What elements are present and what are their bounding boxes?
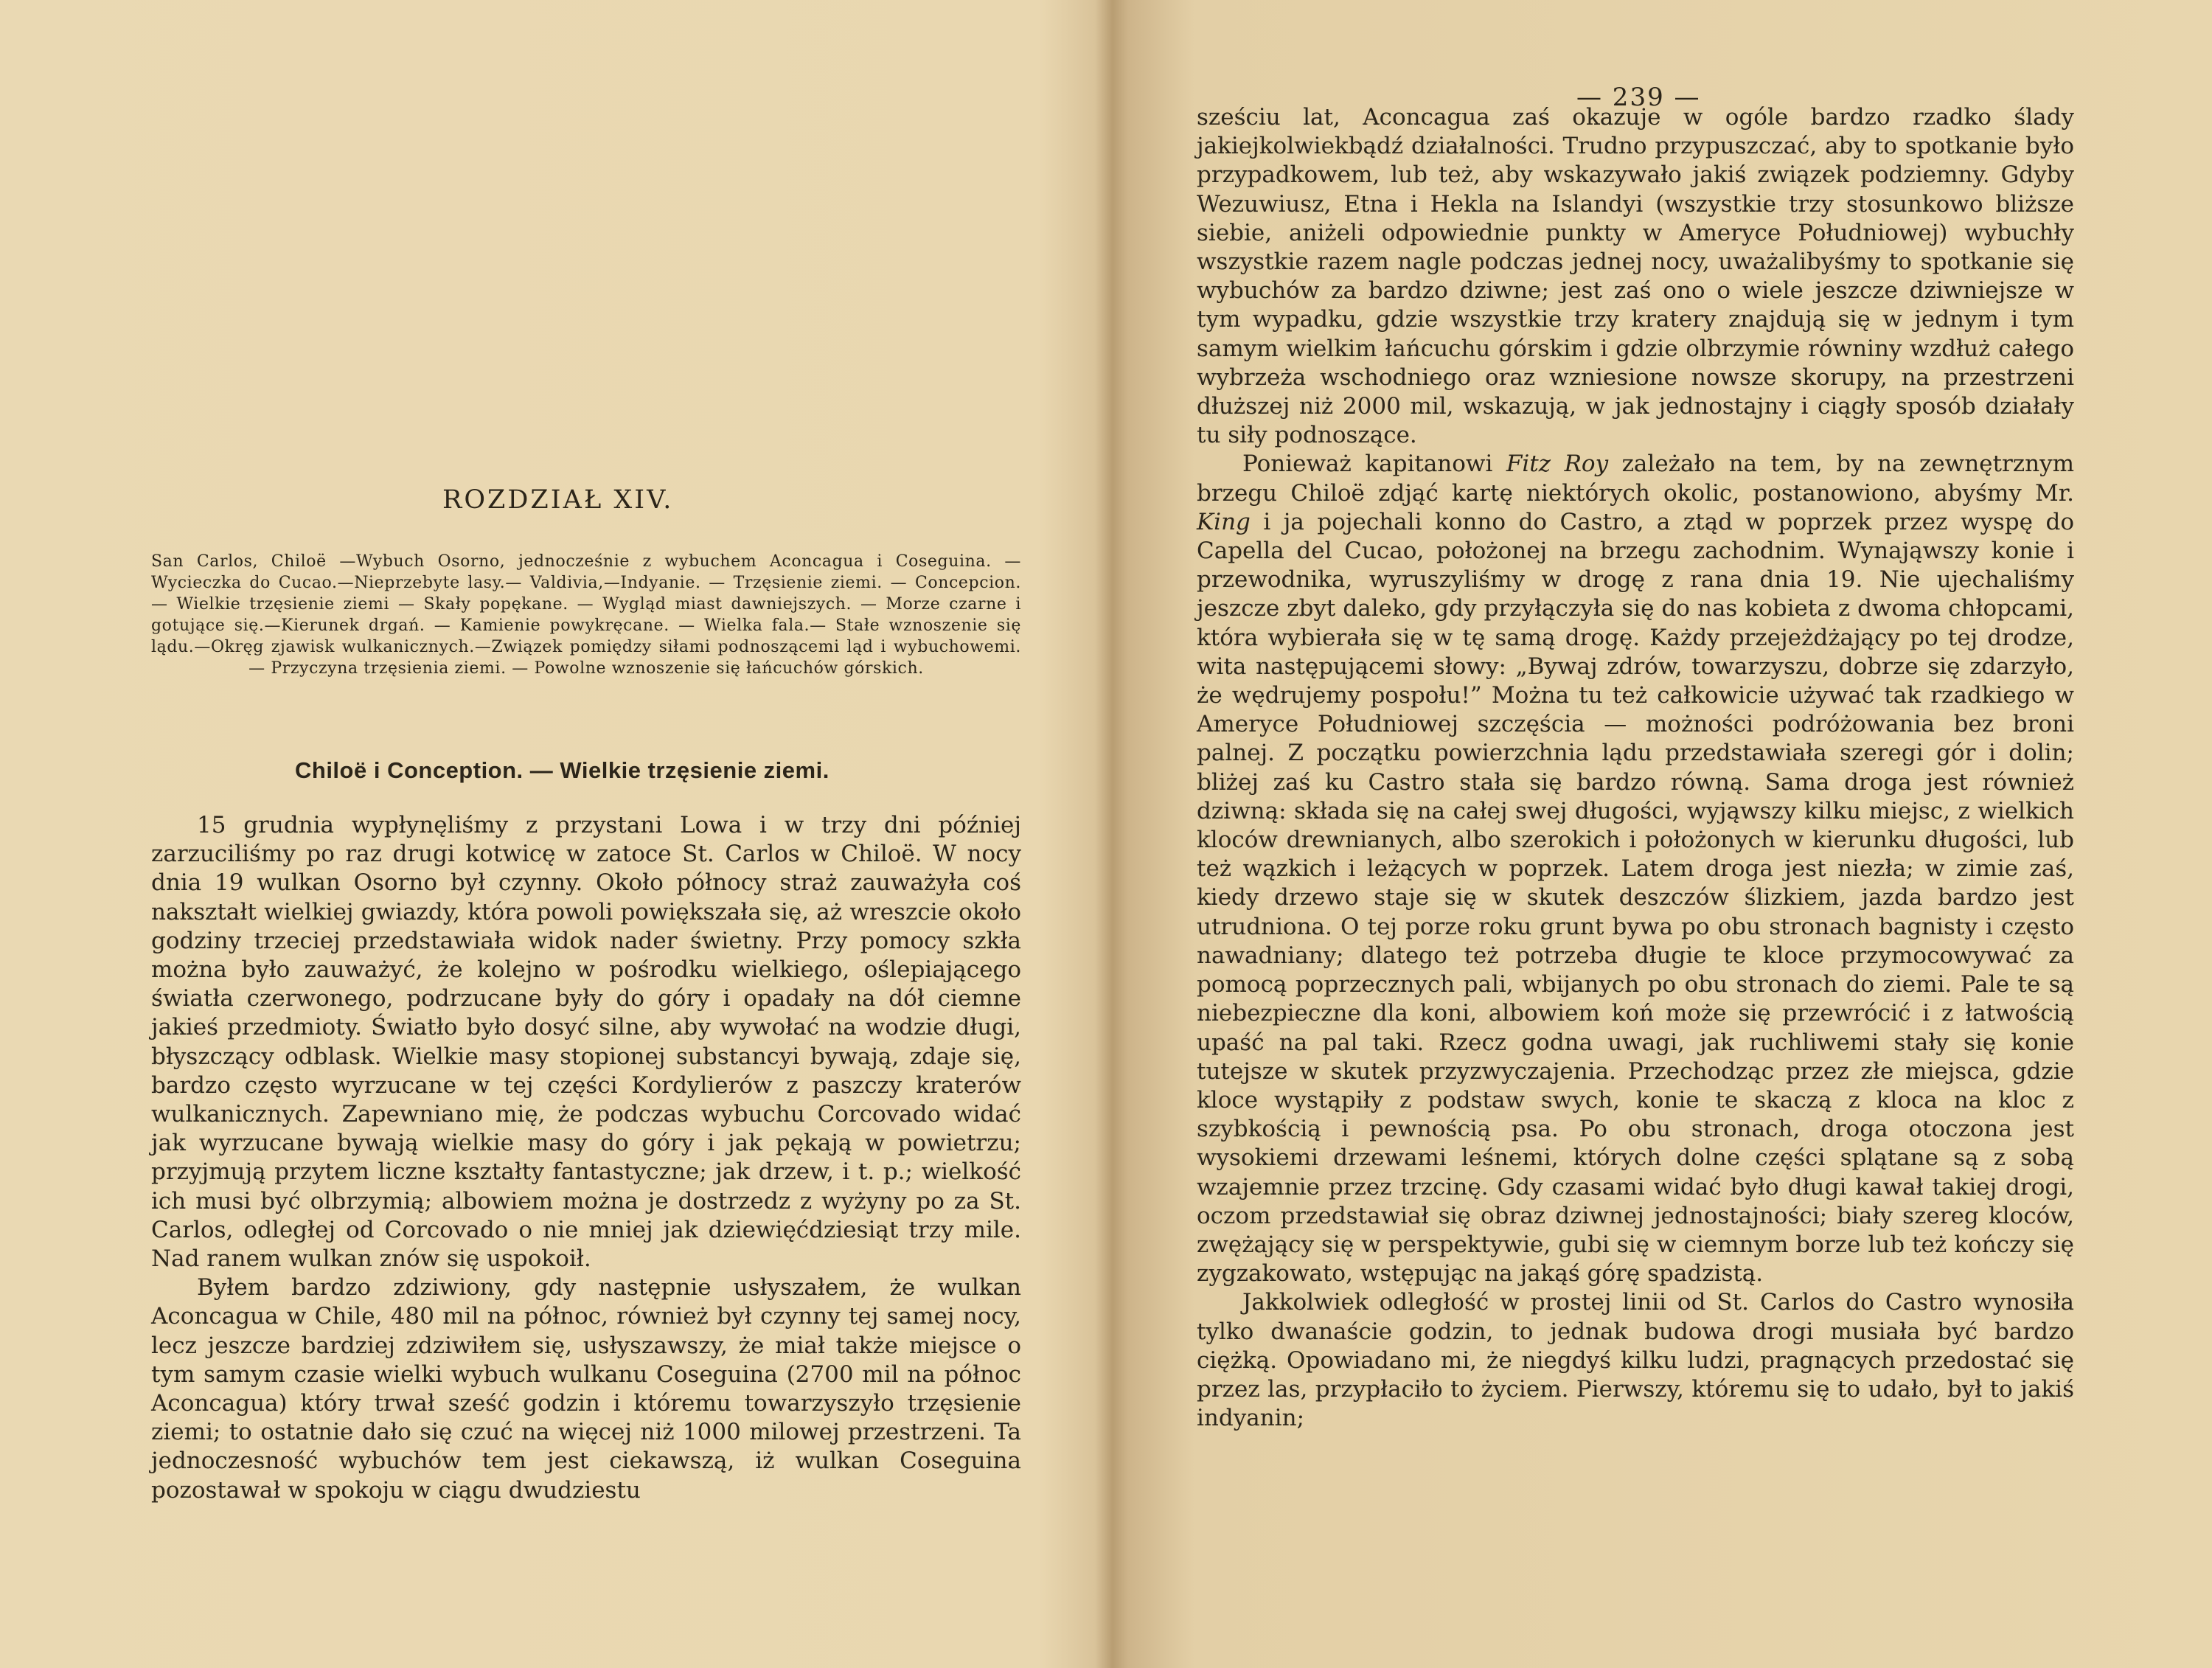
page-number: — 239 — (1576, 83, 1701, 112)
paragraph: Jakkolwiek odległość w prostej linii od St. Carlos do Castro wynosiła tylko dwanaście godzin, to jednak budowa drogi musiała być bardzo ciężką. Opowiadano mi, że niegdyś kilku ludzi, pragnących przedostać się przez las, przypłaciło to życiem. Pierwszy, któremu się to udało, był to jakiś indyanin; (1197, 1289, 2074, 1432)
section-heading: Chiloë i Conception. — Wielkie trzęsienie ziemi. (295, 757, 830, 783)
paragraph: sześciu lat, Aconcagua zaś okazuje w ogóle bardzo rzadko ślady jakiejkolwiekbądź działalności. Trudno przypuszczać, aby to spotkanie było przypadkowem, lub też, aby wskazywało jakiś związek podziemny. Gdyby Wezuwiusz, Etna i Hekla na Islandyi (wszystkie trzy stosunkowo bliższe siebie, aniżeli odpowiednie punkty w Ameryce Południowej) wybuchły wszystkie razem nagle podczas jednej nocy, uważalibyśmy to spotkanie się wybuchów za bardzo dziwne; jest zaś ono o wiele jeszcze dziwniejsze w tym wypadku, gdzie wszystkie trzy kratery znajdują się w jednym i tym samym wielkim łańcuchu górskim i gdzie olbrzymie równiny wzdłuż całego wybrzeża wschodniego oraz wzniesione nowsze skorupy, na przestrzeni dłuższej niż 2000 mil, wskazują, w jak jednostajny i ciągły sposób działały tu siły podnoszące. (1197, 104, 2074, 449)
person-name: King (1197, 508, 1251, 535)
paragraph: 15 grudnia wypłynęliśmy z przystani Lowa i w trzy dni później zarzuciliśmy po raz drugi kotwicę w zatoce St. Carlos w Chiloë. W nocy dnia 19 wulkan Osorno był czynny. Około północy straż zauważyła coś nakształt wielkiej gwiazdy, która powoli powiększała się, aż wreszcie około godziny trzeciej przedstawiała widok nader świetny. Przy pomocy szkła można było zauważyć, że kolejno w pośrodku wielkiego, oślepiającego światła czerwonego, podrzucane były do góry i opadały na dół ciemne jakieś przedmioty. Światło było dosyć silne, aby wywołać na wodzie długi, błyszczący odblask. Wielkie masy stopionej substancyi bywają, zdaje się, bardzo często wyrzucane w tej części Kordylierów z paszczy kraterów wulkanicznych. Zapewniano mię, że podczas wybuchu Corcovado widać jak wyrzucane bywają wielkie masy do góry i jak pękają w powietrzu; przyjmują przytem liczne kształty fantastyczne; jak drzew, i t. p.; wielkość ich musi być olbrzymią; albowiem można je dostrzedz z wyżyny po za St. Carlos, odległej od Corcovado o nie mniej jak dziewięćdziesiąt trzy mile. Nad ranem wulkan znów się uspokoił. (151, 812, 1021, 1273)
chapter-summary: San Carlos, Chiloë —Wybuch Osorno, jednocześnie z wybuchem Aconcagua i Coseguina. — Wycieczka do Cucao.—Nieprzebyte lasy.— Valdivia,—Indyanie. — Trzęsienie ziemi. — Concepcion. — Wielkie trzęsienie ziemi — Skały popękane. — Wygląd miast dawniejszych. — Morze czarne i gotujące się.—Kierunek drgań. — Kamienie powykręcane. — Wielka fala.— Stałe wznoszenie się lądu.—Okręg zjawisk wulkanicznych.—Związek pomiędzy siłami podnoszącemi ląd i wybuchowemi. — Przyczyna trzęsienia ziemi. — Powolne wznoszenie się łańcuchów górskich. (151, 552, 1021, 678)
paragraph-text: zależało na tem, by na zewnętrznym brzegu Chiloë zdjąć kartę niektórych okolic, postanowiono, abyśmy Mr. (1197, 451, 2074, 507)
paragraph: Byłem bardzo zdziwiony, gdy następnie usłyszałem, że wulkan Aconcagua w Chile, 480 mil na północ, również był czynny tej samej nocy, lecz jeszcze bardziej zdziwiłem się, usłyszawszy, że miał także miejsce o tym samym czasie wielki wybuch wulkanu Coseguina (2700 mil na północ Aconcagua) który trwał sześć godzin i któremu towarzyszyło trzęsienie ziemi; to ostatnie dało się czuć na więcej niż 1000 milowej przestrzeni. Ta jednoczesność wybuchów tem jest ciekawszą, iż wulkan Coseguina pozostawał w spokoju w ciągu dwudziestu (151, 1274, 1021, 1504)
left-page (0, 0, 1095, 1668)
person-name: Fitz Roy (1506, 451, 1609, 478)
left-body-text (151, 811, 1021, 1505)
paragraph (1197, 450, 2074, 1288)
right-body-text (1197, 103, 2074, 1433)
paragraph-text: Ponieważ kapitanowi (1242, 451, 1506, 478)
chapter-heading: ROZDZIAŁ XIV. (442, 485, 674, 515)
paragraph-text: i ja pojechali konno do Castro, a ztąd w poprzek przez wyspę do Capella del Cucao, położonej na brzegu zachodnim. Wynająwszy konie i przewodnika, wyruszyliśmy w drogę z rana dnia 19. Nie ujechaliśmy jeszcze zbyt daleko, gdy przyłączyła się do nas kobieta z dwoma chłopcami, która wybierała się w tę samą drogę. Każdy przejeżdżający po tej drodze, wita następującemi słowy: „Bywaj zdrów, towarzyszu, dobrze się zdarzyło, że wędrujemy pospołu!” Można tu też całkowicie używać tak rzadkiego w Ameryce Południowej szczęścia — możności podróżowania bez broni palnej. Z początku powierzchnia lądu przedstawiała szeregi gór i dolin; bliżej zaś ku Castro stała się bardzo równą. Sama droga jest również dziwną: składa się na całej swej długości, wyjąwszy kilku miejsc, z wielkich kloców drewnianych, albo szerokich i położonych w kierunku długości, lub też wązkich i leżących w poprzek. Latem droga jest niezła; w zimie zaś, kiedy drzewo staje się w skutek deszczów ślizkiem, jazda bardzo jest utrudniona. O tej porze roku grunt bywa po obu stronach bagnisty i często nawadniany; dlatego też potrzeba długie te kloce przymocowywać za pomocą poprzecznych pali, wbijanych po obu stronach do ziemi. Pale te są niebezpieczne dla koni, albowiem koń może się przewrócić i z łatwością upaść na pal taki. Rzecz godna uwagi, jak ruchliwemi stały się konie tutejsze w skutek przyzwyczajenia. Przechodząc przez złe miejsca, gdzie kloce wystąpiły z podstaw swych, konie te skaczą z kloca na kloc z szybkością i pewnością psa. Po obu stronach, droga otoczona jest wysokiemi drzewami leśnemi, których dolne części splątane są z sobą wzajemnie przez trzcinę. Gdy czasami widać było długi kawał takiej drogi, oczom przedstawiał się obraz dziwnej jednostajności; biały szereg kloców, zwężający się w perspektywie, gubi się w ciemnym borze lub też kończy się zygzakowato, wstępując na jakąś górę spadzistą. (1197, 508, 2074, 1288)
right-page (1112, 0, 2212, 1668)
